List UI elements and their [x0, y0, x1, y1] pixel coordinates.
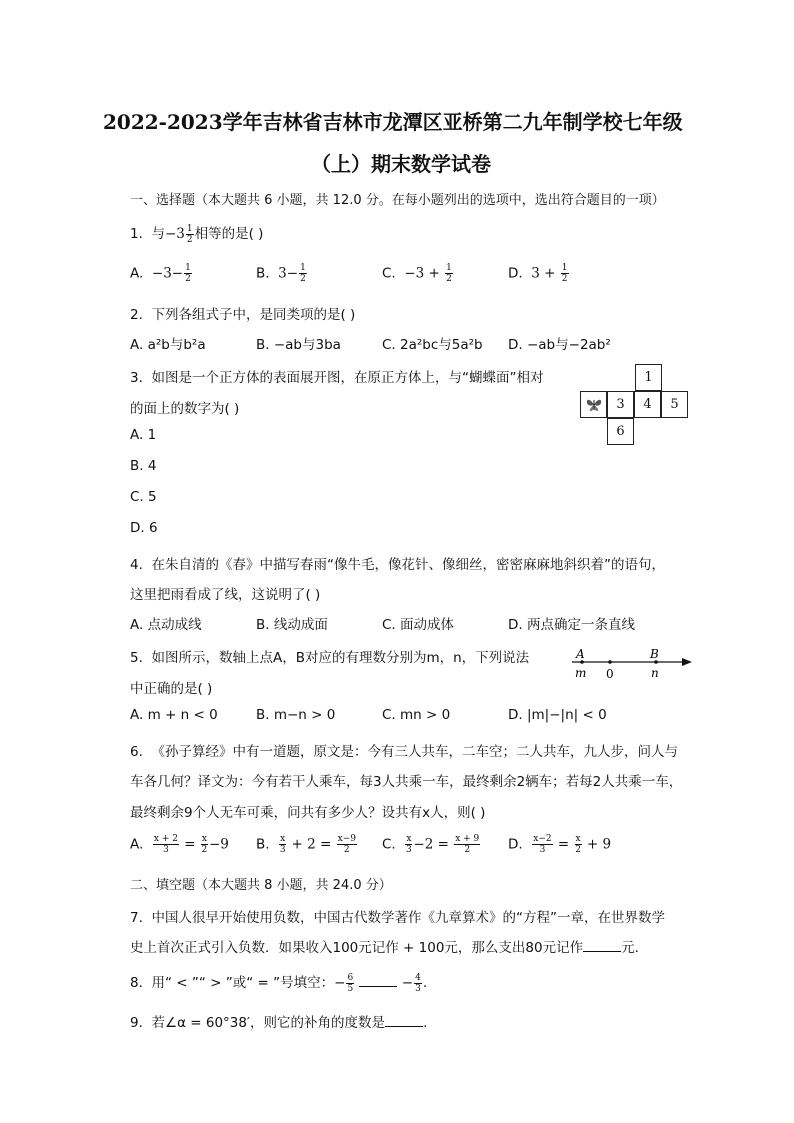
section-header-fill: 二、填空题（本大题共 8 小题，共 24.0 分）	[130, 878, 392, 893]
m-label: m	[575, 666, 587, 680]
q4-option-b[interactable]: B. 线动成面	[256, 617, 328, 633]
q3-option-b[interactable]: B. 4	[130, 458, 157, 474]
q2-option-a[interactable]: A. a²b与b²a	[130, 337, 206, 353]
question-4-line1: 4. 在朱自清的《春》中描写春雨“像牛毛，像花针、像细丝，密密麻麻地斜织着”的语句，	[130, 557, 665, 573]
question-4-line2: 这里把雨看成了线，这说明了( )	[130, 587, 321, 603]
q3-option-d[interactable]: D. 6	[130, 520, 158, 536]
q4-option-d[interactable]: D. 两点确定一条直线	[508, 617, 635, 633]
q6-option-a[interactable]: A. $\frac{x + 2}{3}$ = $\frac{x}{2}$ −9	[130, 834, 229, 855]
arrow-icon	[682, 658, 692, 666]
answer-blank[interactable]	[385, 1014, 423, 1027]
net-face-4: 4	[634, 391, 661, 418]
q5-option-a[interactable]: A. m + n < 0	[130, 707, 218, 723]
question-8: 8. 用“ < ”“ > ”或“ = ”号填空：− $\frac{6}{5}$ − $\frac{4}{3}$ .	[130, 972, 428, 994]
q1-option-b[interactable]: B. 3− $\frac{1}{2}$	[256, 263, 306, 284]
net-face-6: 6	[607, 418, 634, 445]
question-number: 1.	[130, 226, 143, 242]
net-face-butterfly	[580, 391, 607, 418]
zero-label: 0	[606, 667, 614, 681]
q3-option-c[interactable]: C. 5	[130, 489, 157, 505]
question-5-line1: 5. 如图所示，数轴上点A，B对应的有理数分别为m，n，下列说法	[130, 650, 530, 666]
page-title-line1: 2022-2023学年吉林省吉林市龙潭区亚桥第二九年制学校七年级	[103, 110, 683, 134]
q4-option-a[interactable]: A. 点动成线	[130, 617, 202, 633]
question-3-line1: 3. 如图是一个正方体的表面展开图，在原正方体上，与“蝴蝶面”相对	[130, 370, 544, 386]
number-line-figure	[570, 646, 694, 682]
question-stem-pre: 与−3	[151, 226, 185, 242]
q6-option-c[interactable]: C. $\frac{x}{3}$ −2 = $\frac{x + 9}{2}$	[382, 834, 480, 855]
answer-blank[interactable]	[359, 974, 397, 987]
answer-blank[interactable]	[583, 939, 621, 952]
q5-option-d[interactable]: D. |m|−|n| < 0	[508, 707, 607, 723]
question-1	[130, 222, 263, 245]
q5-option-c[interactable]: C. mn > 0	[382, 707, 451, 723]
q1-option-c[interactable]: C. −3 + $\frac{1}{2}$	[382, 263, 452, 284]
q2-option-c[interactable]: C. 2a²bc与5a²b	[382, 337, 483, 353]
net-face-top: 1	[635, 364, 662, 391]
q1-option-a[interactable]: A. −3− $\frac{1}{2}$	[130, 263, 191, 284]
question-2: 2. 下列各组式子中，是同类项的是( )	[130, 307, 356, 323]
point-b-label: B	[650, 647, 659, 661]
question-6-line3: 最终剩余9个人无车可乘，问共有多少人？设共有x人，则( )	[130, 805, 486, 821]
q6-option-d[interactable]: D. $\frac{x-2}{3}$ = $\frac{x}{2}$ + 9	[508, 834, 612, 855]
question-6-line1: 6. 《孙子算经》中有一道题，原文是：今有三人共车，二车空；二人共车，九人步，问人与	[130, 744, 678, 760]
question-3-line2: 的面上的数字为( )	[130, 401, 240, 417]
q1-option-d[interactable]: D. 3 + $\frac{1}{2}$	[508, 263, 568, 284]
q3-option-a[interactable]: A. 1	[130, 427, 157, 443]
question-9: 9. 若∠α = 60°38′，则它的补角的度数是 .	[130, 1015, 428, 1031]
point-a-label: A	[576, 647, 585, 661]
page-title-line2: （上）期末数学试卷	[311, 152, 491, 176]
q2-option-d[interactable]: D. −ab与−2ab²	[508, 337, 611, 353]
q5-option-b[interactable]: B. m−n > 0	[256, 707, 336, 723]
question-5-line2: 中正确的是( )	[130, 681, 213, 697]
butterfly-icon	[585, 397, 603, 413]
section-header-choice: 一、选择题（本大题共 6 小题，共 12.0 分。在每小题列出的选项中，选出符合题目的一项）	[130, 193, 665, 208]
n-label: n	[651, 666, 659, 680]
question-stem-post: 相等的是( )	[194, 226, 264, 242]
fraction: $\frac{1}{2}$	[186, 223, 193, 245]
question-7-line2: 史上首次正式引入负数．如果收入100元记作 + 100元，那么支出80元记作 元．	[130, 940, 649, 956]
q4-option-c[interactable]: C. 面动成体	[382, 617, 455, 633]
question-7-line1: 7. 中国人很早开始使用负数，中国古代数学著作《九章算术》的“方程”一章，在世界数学	[130, 910, 665, 926]
q6-option-b[interactable]: B. $\frac{x}{3}$ + 2 = $\frac{x-9}{2}$	[256, 834, 356, 855]
net-face-5: 5	[661, 391, 688, 418]
question-6-line2: 车各几何？译文为：今有若干人乘车，每3人共乘一车，最终剩余2辆车；若每2人共乘一车，	[130, 774, 683, 790]
net-face-3: 3	[607, 391, 634, 418]
q2-option-b[interactable]: B. −ab与3ba	[256, 337, 341, 353]
